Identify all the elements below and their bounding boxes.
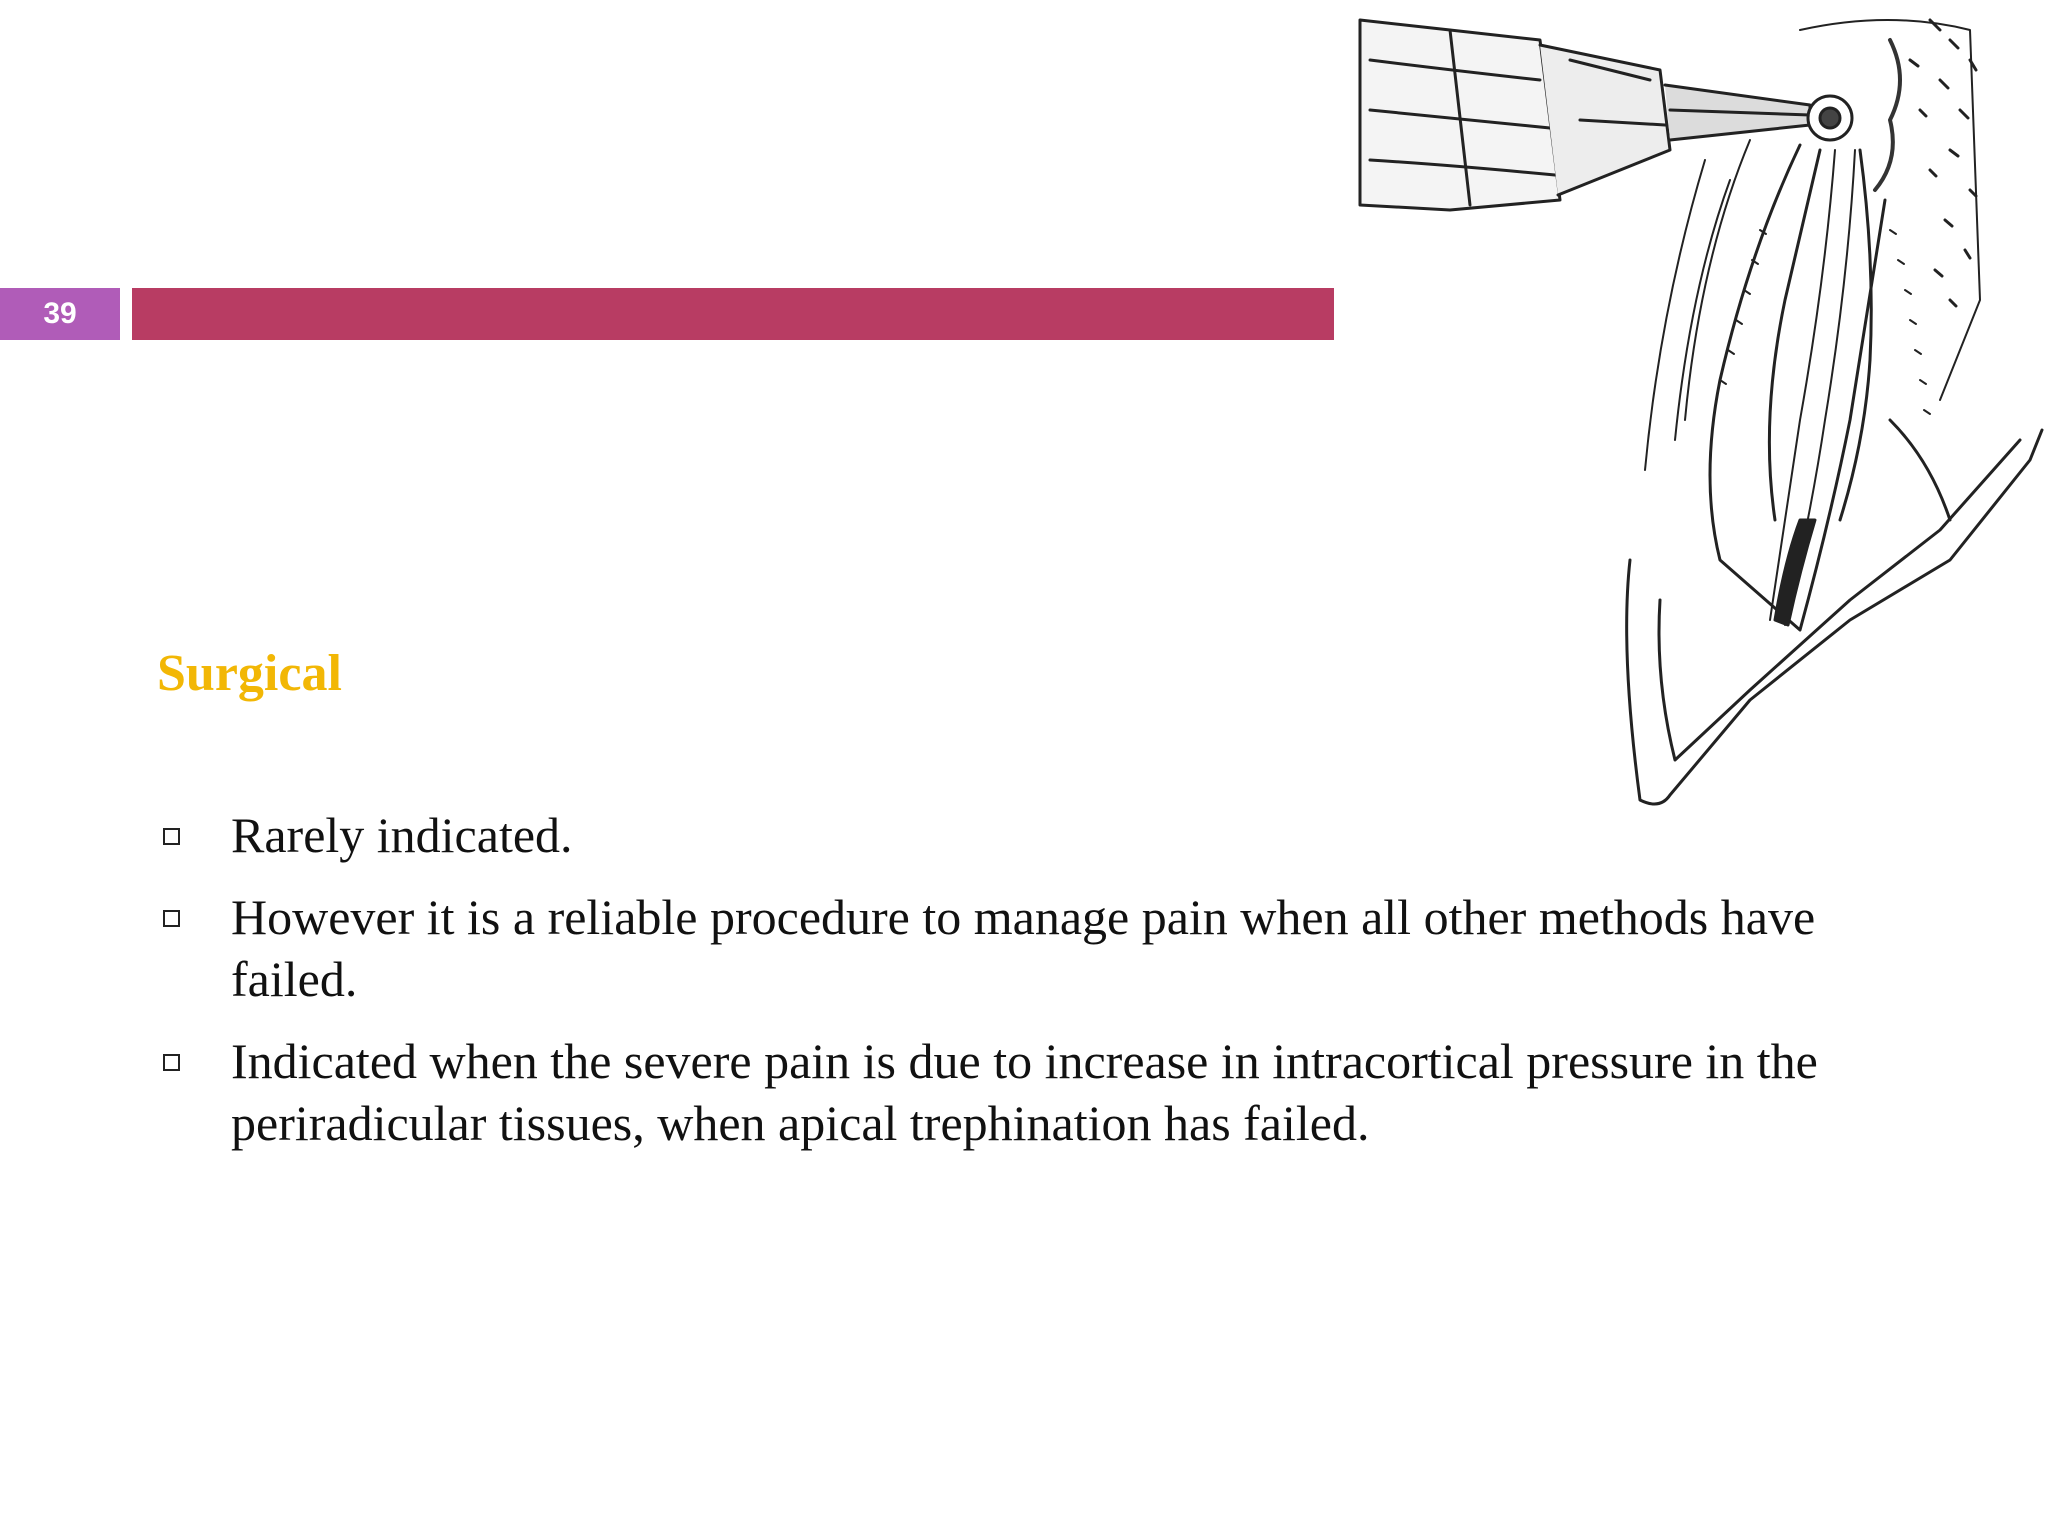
section-heading: Surgical [157, 645, 342, 702]
bullet-item [157, 1030, 1937, 1154]
square-bullet-icon [163, 910, 180, 927]
title-bar [132, 288, 1334, 340]
bullet-text: Indicated when the severe pain is due to increase in intracortical pressure in the periradicular tissues, when apical trephination has failed. [231, 1033, 1818, 1151]
bullet-text: Rarely indicated. [231, 807, 573, 863]
dental-drill-tooth-illustration-icon [1330, 0, 2048, 830]
bullet-list [157, 804, 1937, 1174]
square-bullet-icon [163, 828, 180, 845]
bullet-item [157, 804, 1937, 866]
bullet-item [157, 886, 1937, 1010]
square-bullet-icon [163, 1054, 180, 1071]
slide-number: 39 [0, 288, 120, 340]
bullet-text: However it is a reliable procedure to manage pain when all other methods have failed. [231, 889, 1816, 1007]
